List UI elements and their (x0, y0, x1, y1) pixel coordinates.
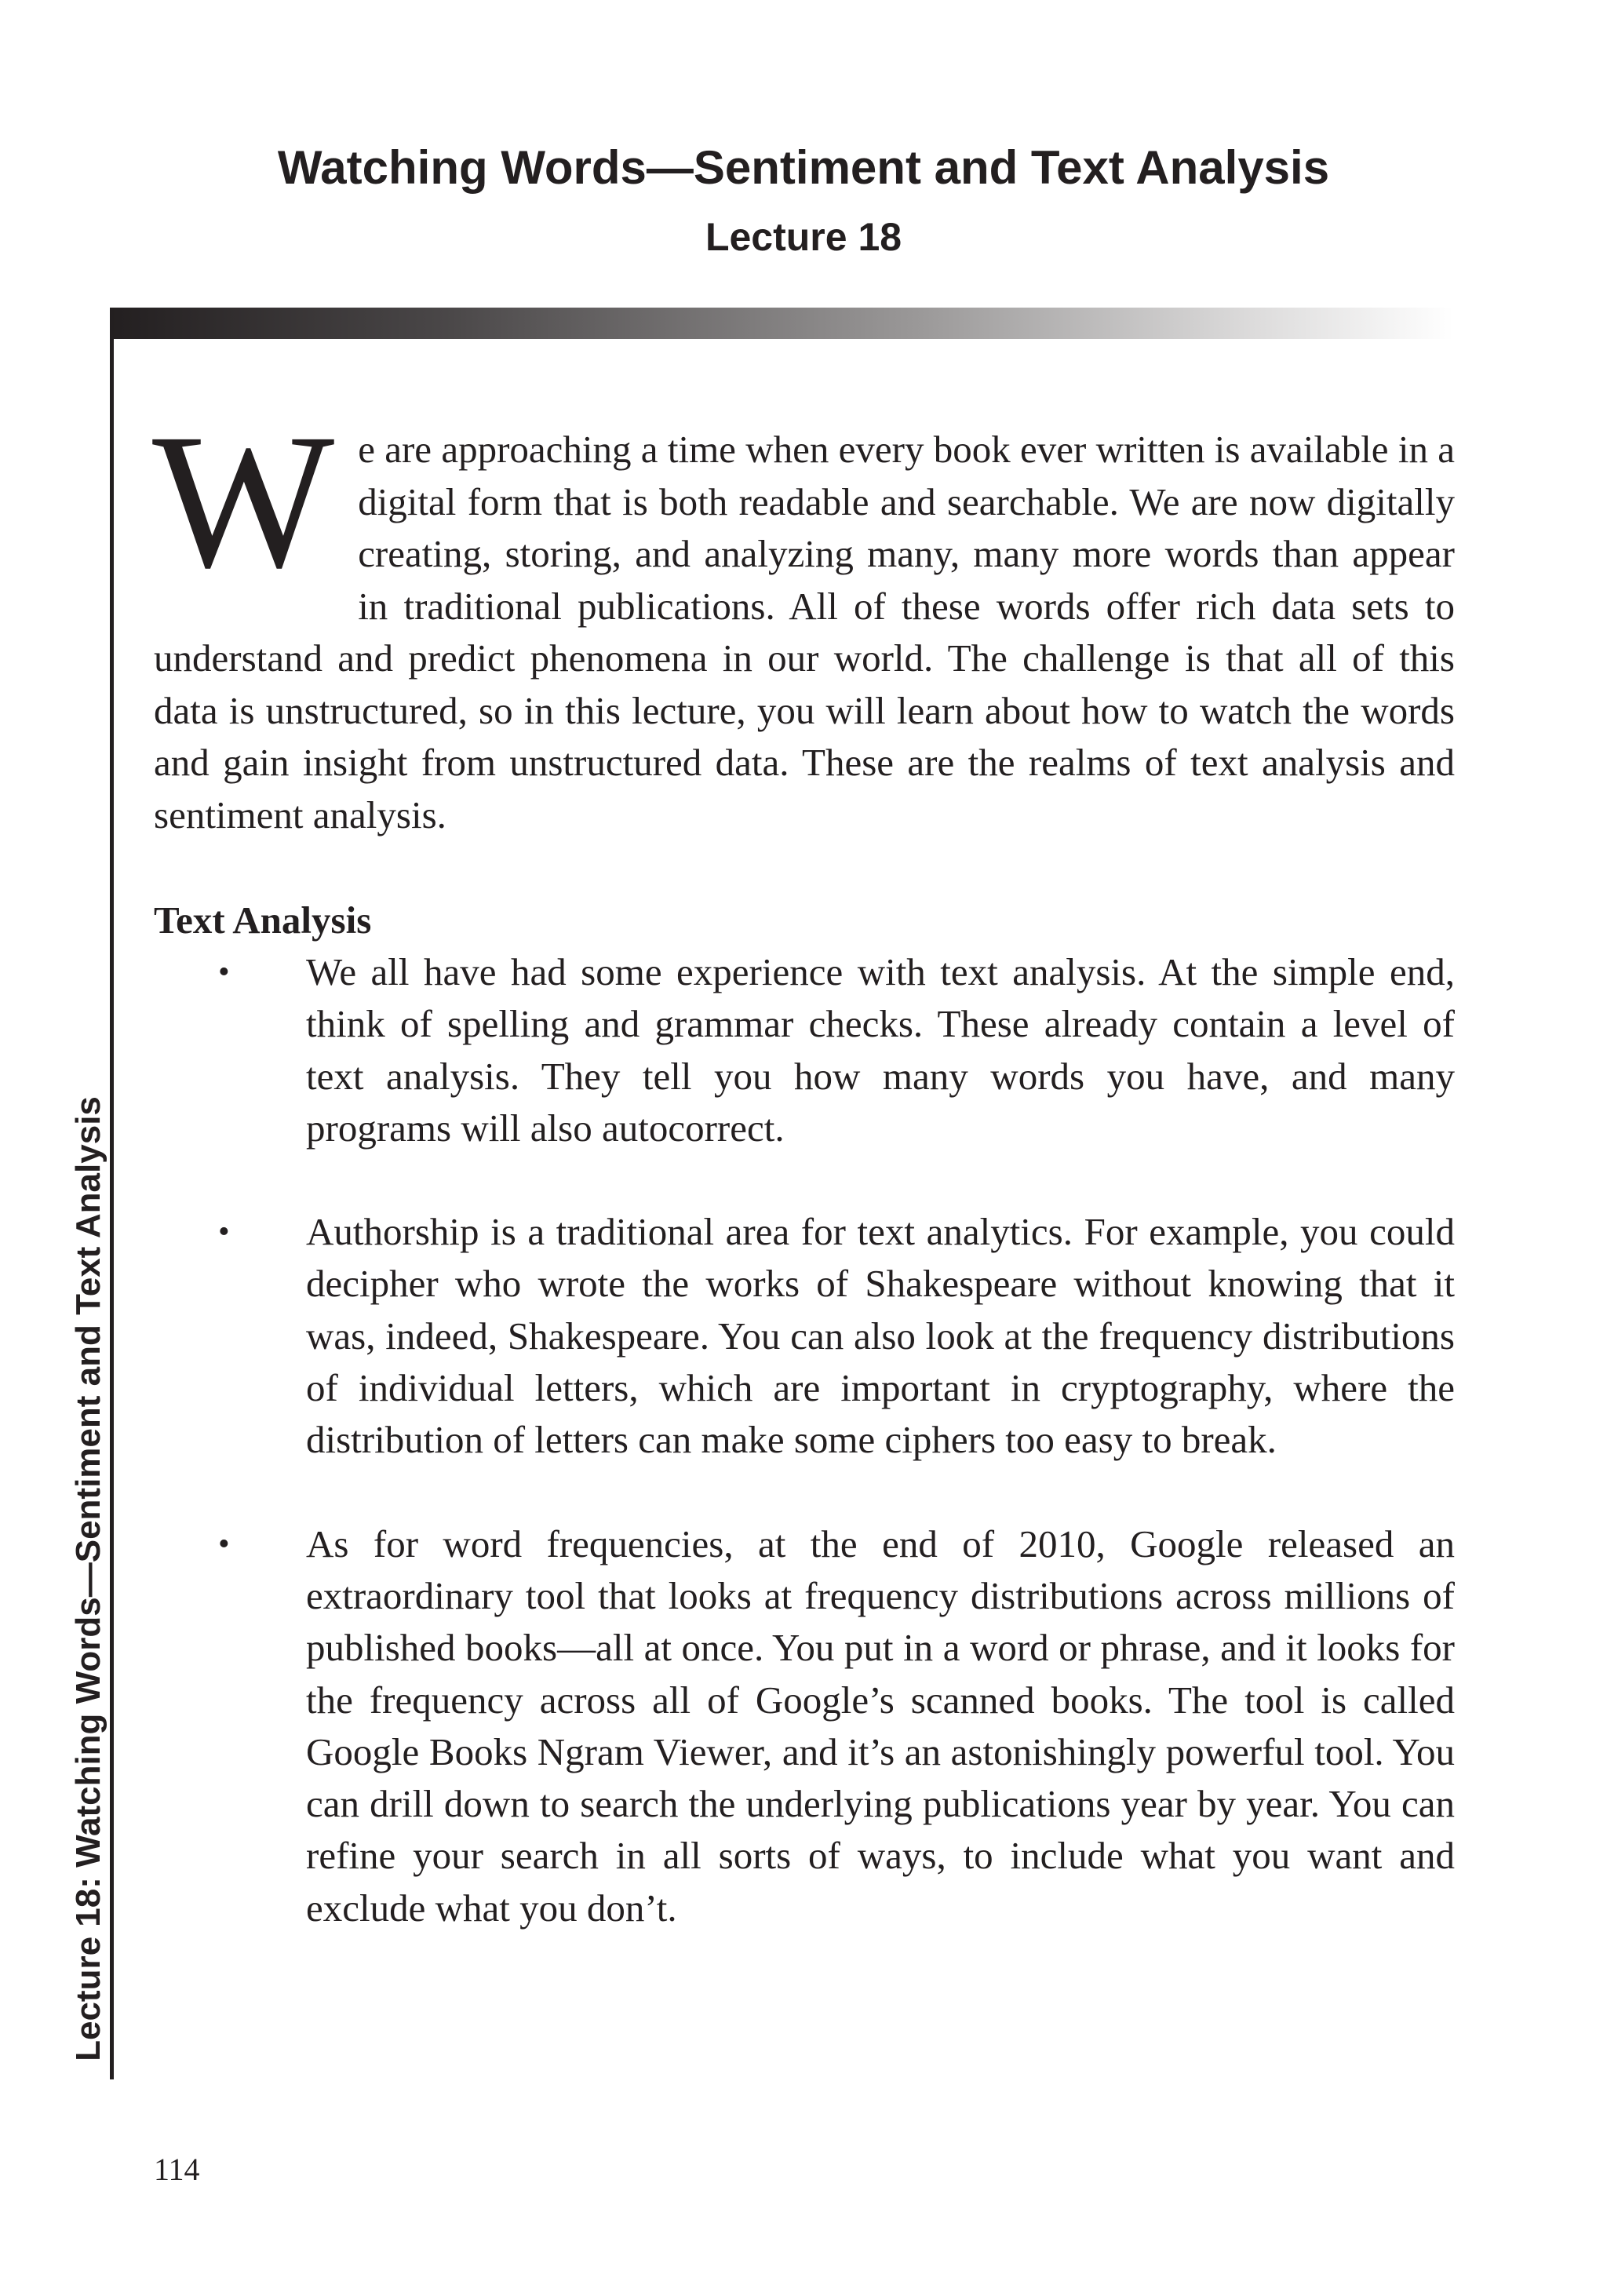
body-text (152, 395, 1455, 1986)
page-title: Watching Words—Sentiment and Text Analysis (277, 141, 1330, 194)
list-item (154, 1518, 1455, 1934)
section-heading: Text Analysis (154, 898, 372, 942)
list-item (154, 1206, 1455, 1466)
list-item (154, 946, 1455, 1154)
intro-paragraph (152, 395, 1455, 841)
bullet-icon: • (218, 1214, 230, 1251)
bullet-icon: • (218, 954, 230, 990)
list-item-text: Authorship is a traditional area for text analytics. For example, you could decipher who wrote the works of Shakespeare without knowing that it was, indeed, Shakespeare. You can also look at the frequency distributions of individual letters, which are important in cryptography, where the distribution of letters can make some ciphers too easy to break. (306, 1210, 1455, 1462)
side-rule (110, 308, 114, 2079)
list-item-text: We all have had some experience with text analysis. At the simple end, think of spelling and grammar checks. These already contain a level of text analysis. They tell you how many words you have, and many programs will also autocorrect. (306, 950, 1455, 1150)
header-gradient-bar (110, 308, 1453, 339)
drop-cap: W (152, 395, 335, 608)
list-item-text: As for word frequencies, at the end of 2010, Google released an extraordinary tool that looks at frequency distributions across millions of published books—all at once. You put in a word or phrase, and it looks for the frequency across all of Google’s scanned books. The tool is called Google Books Ngram Viewer, and it’s an astonishingly powerful tool. You can drill down to search the underlying publications year by year. You can refine your search in all sorts of ways, to include what you want and exclude what you don’t. (306, 1522, 1455, 1930)
bullet-list (154, 946, 1455, 1934)
running-title-text: Lecture 18: Watching Words—Sentiment and Text Analysis (69, 1096, 107, 2061)
page-number: 114 (154, 2152, 200, 2187)
lecture-number: Lecture 18 (705, 215, 902, 259)
bullet-icon: • (218, 1525, 230, 1562)
intro-text: e are approaching a time when every book ever written is available in a digital form that is both readable and searchable. We are now digitally creating, storing, and analyzing many, many more words than appear in traditional publications. All of these words offer rich data sets to understand and predict phenomena in our world. The challenge is that all of this data is unstructured, so in this lecture, you will learn about how to watch the words and gain insight from unstructured data. These are the realms of text analysis and sentiment analysis. (154, 428, 1455, 836)
